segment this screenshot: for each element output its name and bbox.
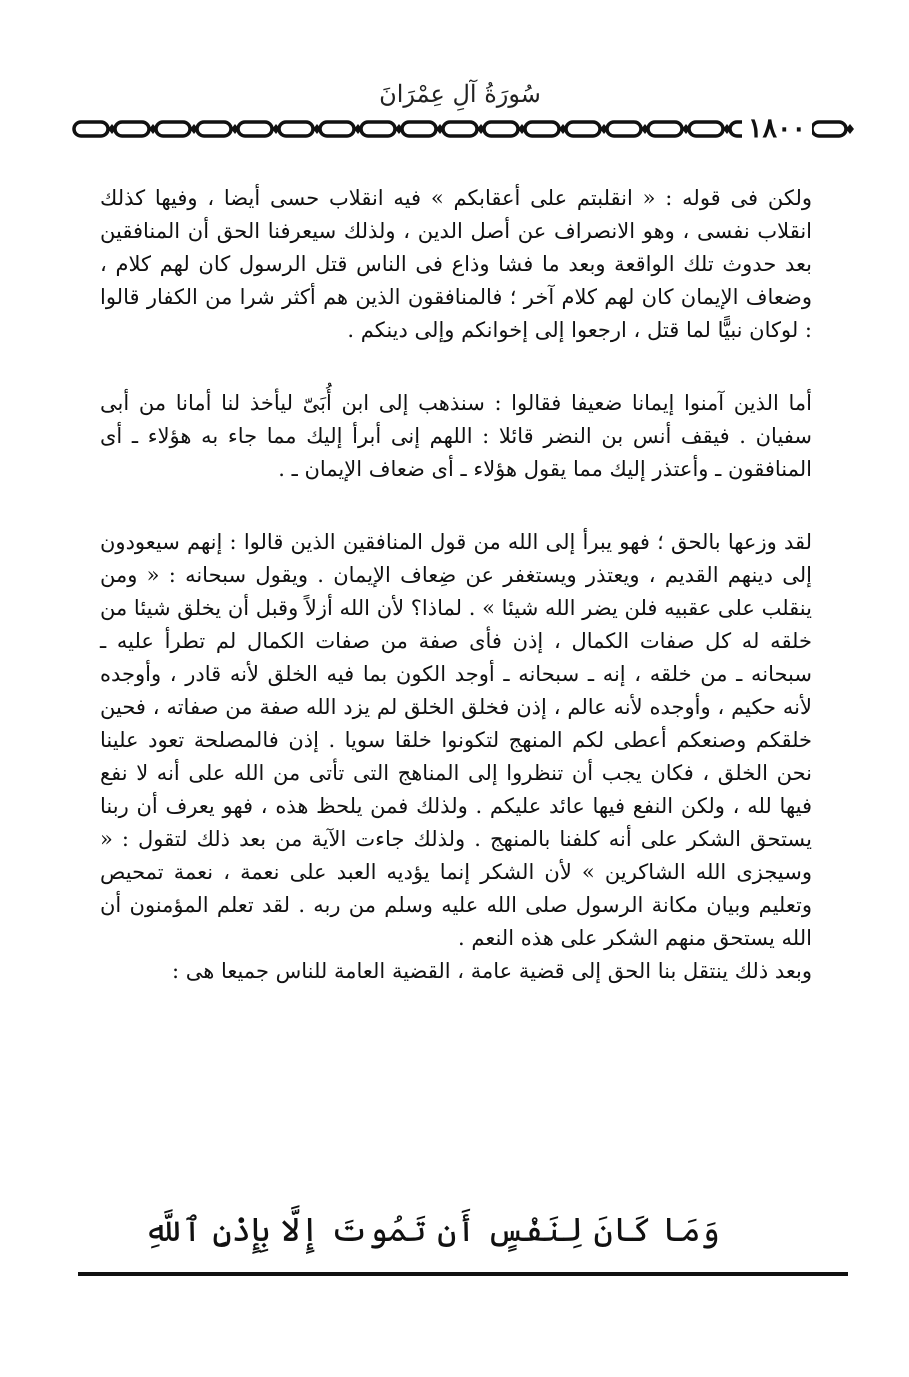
surah-title: سُورَةُ آلِ عِمْرَانَ — [379, 80, 541, 108]
page-number: ١٨٠٠ — [742, 114, 812, 144]
header-ornamental-rule — [70, 114, 855, 144]
verse-text: وَمَا كَانَ لِنَفْسٍ أَن تَمُوتَ إِلَّا بِإِذْنِ ٱللَّهِ — [143, 1210, 720, 1249]
quran-verse — [143, 1200, 730, 1260]
paragraph-4: وبعد ذلك ينتقل بنا الحق إلى قضية عامة ، القضية العامة للناس جميعا هى : — [171, 959, 812, 983]
paragraph-1: ولكن فى قوله : « انقلبتم على أعقابكم » فيه انقلاب حسى أيضا ، وفيها كذلك انقلاب نفسى ، وهو الانصراف عن أصل الدين ، ولذلك سيعرفنا الحق أن المنافقين بعد حدوث تلك الواقعة وبعد ما فشا وذاع فى الناس قتل الرسول كان لهم كلام ، وضعاف الإيمان كان لهم كلام آخر ؛ فالمنافقون الذين هم أكثر شرا من الكفار قالوا : لوكان نبيًّا لما قتل ، ارجعوا إلى إخوانكم وإلى دينكم . — [100, 186, 812, 342]
paragraph-3: لقد وزعها بالحق ؛ فهو يبرأ إلى الله من قول المنافقين الذين قالوا : إنهم سيعودون إلى دينهم القديم ، ويعتذر ويستغفر عن ضِعاف الإيمان . ويقول سبحانه : « ومن ينقلب على عقبيه فلن يضر الله شيئا » . لماذا؟ لأن الله أزلاً وقبل أن يخلق شيئا من خلقه له كل صفات الكمال ، إذن فأى صفة من صفات الكمال لم تطرأ عليه ـ سبحانه ـ من خلقه ، إنه ـ سبحانه ـ أوجد الكون بما فيه الخلق لأنه قادر ، وأوجده لأنه حكيم ، وأوجده لأنه عالم ، إذن فخلق الخلق لم يزد الله صفة من صفاته ، فحين خلقكم وصنعكم أعطى لكم المنهج لتكونوا خلقا سويا . إذن فالمصلحة تعود علينا نحن الخلق ، فكان يجب أن تنظروا إلى المناهج التى تأتى من الله على أنه لا نفع فيها لله ، ولكن النفع فيها عائد عليكم . ولذلك فمن يلحظ هذه ، فهو يعرف أن ربنا يستحق الشكر على أنه كلفنا بالمنهج . ولذلك جاءت الآية من بعد ذلك لتقول : « وسيجزى الله الشاكرين » لأن الشكر إنما يؤديه العبد على نعمة ، نعمة تمحيص وتعليم وبيان مكانة الرسول صلى الله عليه وسلم من ربه . لقد تعلم المؤمنون أن الله يستحق منهم الشكر على هذه النعم . — [100, 530, 812, 950]
body-text — [100, 182, 812, 988]
paragraph-2: أما الذين آمنوا إيمانا ضعيفا فقالوا : سنذهب إلى ابن أُبَىّ ليأخذ لنا أمانا من أبى سفيان . فيقف أنس بن النضر قائلا : اللهم إنى أبرأ إليك مما جاء به هؤلاء ـ أى المنافقون ـ وأعتذر إليك مما يقول هؤلاء ـ أى ضعاف الإيمان ـ . — [100, 391, 812, 481]
footer-rule — [78, 1272, 848, 1276]
